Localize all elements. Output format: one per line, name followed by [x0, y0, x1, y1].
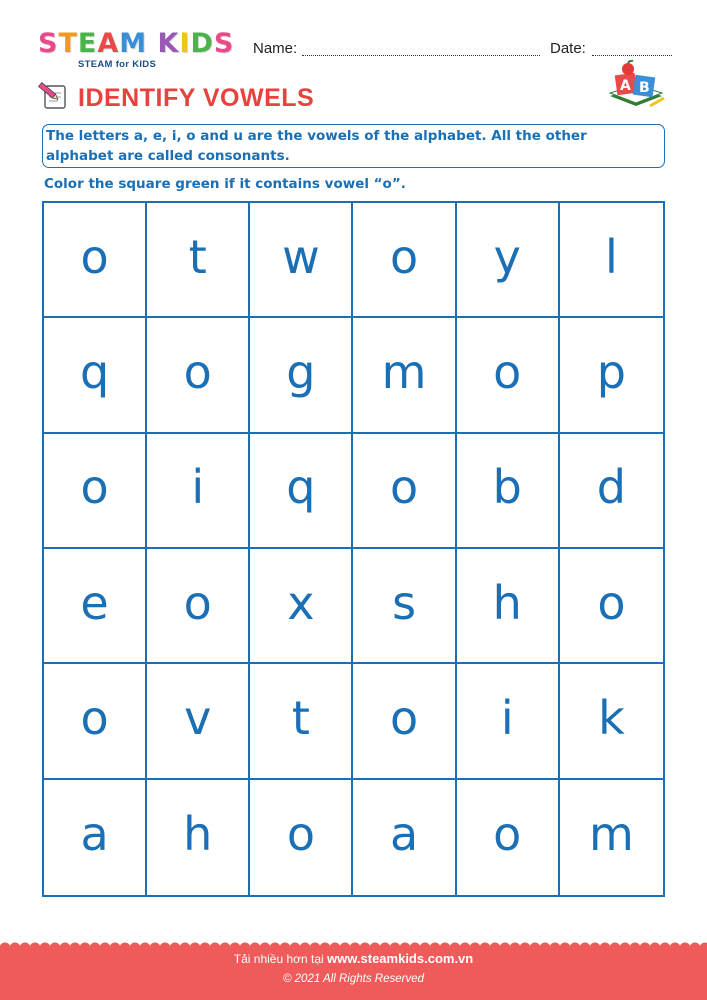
- letter-square[interactable]: o: [560, 549, 663, 664]
- footer-copyright: © 2021 All Rights Reserved: [282, 973, 424, 985]
- pencil-paper-icon: [36, 80, 70, 110]
- letter-square[interactable]: o: [44, 434, 147, 549]
- letter-square[interactable]: o: [44, 664, 147, 779]
- letter-square[interactable]: e: [44, 549, 147, 664]
- name-field[interactable]: [302, 55, 540, 56]
- abc-book-icon: [606, 60, 666, 112]
- letter-square[interactable]: h: [147, 780, 250, 895]
- instruction-text: Color the square green if it contains vowel “o”.: [44, 176, 406, 192]
- letter-square[interactable]: b: [457, 434, 560, 549]
- letter-square[interactable]: l: [560, 203, 663, 318]
- logo-letter: M: [119, 28, 148, 59]
- letter-square[interactable]: v: [147, 664, 250, 779]
- letter-square[interactable]: o: [147, 549, 250, 664]
- letter-square[interactable]: o: [353, 434, 456, 549]
- svg-text:A: A: [620, 78, 631, 94]
- logo-letter: S: [38, 28, 59, 59]
- letter-square[interactable]: s: [353, 549, 456, 664]
- letter-square[interactable]: a: [44, 780, 147, 895]
- logo-letter: E: [77, 28, 98, 59]
- info-line-1: The letters a, e, i, o and u are the vowels of the alphabet. All the other: [46, 128, 587, 144]
- letter-square[interactable]: m: [353, 318, 456, 433]
- logo-letter: [147, 30, 157, 58]
- letter-square[interactable]: k: [560, 664, 663, 779]
- footer: [0, 942, 707, 1000]
- letter-square[interactable]: y: [457, 203, 560, 318]
- steam-kids-logo: [38, 30, 238, 74]
- page-title: IDENTIFY VOWELS: [78, 84, 315, 112]
- logo-letter: I: [179, 28, 191, 59]
- letter-square[interactable]: g: [250, 318, 353, 433]
- logo-letter: D: [190, 28, 214, 59]
- letter-square[interactable]: i: [457, 664, 560, 779]
- logo-wordmark: [38, 30, 234, 58]
- letter-square[interactable]: q: [250, 434, 353, 549]
- logo-letter: A: [97, 28, 120, 59]
- logo-letter: T: [58, 28, 78, 59]
- date-field[interactable]: [592, 55, 672, 56]
- svg-text:B: B: [639, 80, 650, 96]
- footer-site-link[interactable]: www.steamkids.com.vn: [327, 951, 474, 966]
- logo-letter: S: [213, 28, 235, 59]
- letter-square[interactable]: t: [147, 203, 250, 318]
- letter-square[interactable]: o: [353, 664, 456, 779]
- letter-square[interactable]: t: [250, 664, 353, 779]
- letter-square[interactable]: m: [589, 807, 634, 862]
- letter-square[interactable]: o: [44, 203, 147, 318]
- letter-square[interactable]: x: [250, 549, 353, 664]
- letter-square[interactable]: w: [250, 203, 353, 318]
- letter-square[interactable]: o: [457, 780, 560, 895]
- letter-square[interactable]: o: [457, 318, 560, 433]
- letter-square[interactable]: i: [147, 434, 250, 549]
- footer-prefix: Tải nhiều hơn tại: [233, 952, 324, 966]
- letter-grid: [42, 201, 665, 897]
- name-label: Name:: [253, 40, 298, 57]
- vowel-info-box: [42, 124, 665, 168]
- letter-square[interactable]: o: [147, 318, 250, 433]
- logo-letter: K: [157, 28, 180, 59]
- letter-square[interactable]: p: [560, 318, 663, 433]
- letter-square[interactable]: a: [353, 780, 456, 895]
- letter-square[interactable]: q: [44, 318, 147, 433]
- logo-subtitle: STEAM for KIDS: [78, 59, 157, 70]
- letter-square[interactable]: o: [353, 203, 456, 318]
- worksheet-header: [0, 0, 707, 80]
- date-label: Date:: [550, 40, 586, 57]
- info-line-2: alphabet are called consonants.: [46, 148, 290, 164]
- letter-square[interactable]: h: [457, 549, 560, 664]
- letter-square[interactable]: o: [250, 780, 353, 895]
- letter-square[interactable]: d: [560, 434, 663, 549]
- footer-download-text: [0, 951, 707, 966]
